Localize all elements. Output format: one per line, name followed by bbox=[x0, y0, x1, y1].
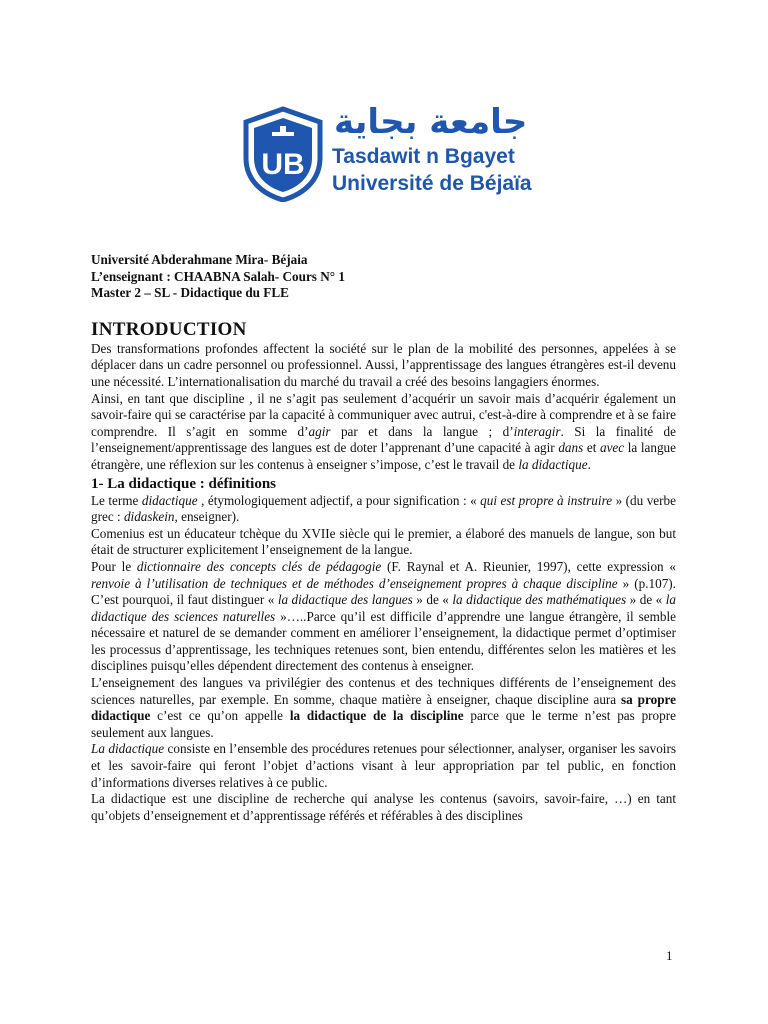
text-run: Le terme bbox=[91, 492, 142, 508]
section-title: 1- La didactique : définitions bbox=[91, 475, 277, 492]
italic-run: didactique bbox=[141, 492, 198, 508]
paragraph-1: Des transformations profondes affectent la société sur le plan de la mobilité des personnes, appelées à se déplacer dans un cadre personnel ou professionnel. Aussi, l’apprentissage des langues étrangères est-il devenu une nécessité. L’internationalisation du marché du travail a créé des besoins langagiers énormes. bbox=[91, 340, 676, 389]
paragraph-6 bbox=[91, 675, 676, 741]
italic-run: avec bbox=[599, 440, 625, 456]
text-run: . bbox=[587, 456, 591, 472]
logo-arabic-name: جامعة بجاية bbox=[334, 102, 528, 142]
text-run: L’enseignement des langues va privilégier des contenus et des techniques différents de l’enseignement des sciences naturelles, par exemple. En somme, chaque matière à enseigner, chaque discipline aura bbox=[91, 675, 676, 707]
italic-run: didaskein bbox=[123, 509, 175, 525]
italic-run: la didactique bbox=[518, 456, 588, 472]
header-university: Université Abderahmane Mira- Béjaia bbox=[91, 252, 308, 267]
document-body bbox=[91, 252, 676, 824]
text-run: »…..Parce qu’il est difficile d’apprendre une langue étrangère, il semble nécessaire et naturel de se demander comment en améliorer l’enseignement, la didactique permet d’optimiser les processus d’apprentissage, les techniques retenues sont, bien entendu, différentes selon les matières et les disciplines puisqu’elles dépendent directement des contenus à enseigner. bbox=[91, 608, 676, 674]
italic-run: La didactique bbox=[91, 741, 165, 757]
paragraph-5 bbox=[91, 559, 676, 675]
text-run: par et dans la langue ; d’ bbox=[330, 423, 514, 439]
bold-run: la didactique de la discipline bbox=[289, 708, 464, 724]
text-run: Ainsi, en tant que discipline , il ne s’agit pas seulement d’acquérir un savoir mais d’acquérir également un savoir-faire qui se caractérise par la capacité à communiquer avec autrui, c'est-à-dire à comprendre et à se faire comprendre. Il s’agit en somme d’ bbox=[91, 390, 676, 439]
text-run: Pour le bbox=[91, 558, 137, 574]
italic-run: agir bbox=[308, 423, 331, 439]
text-run: » de « bbox=[412, 592, 453, 608]
university-emblem-icon bbox=[242, 106, 324, 202]
italic-run: dans bbox=[558, 440, 584, 456]
university-logo bbox=[242, 102, 542, 202]
text-run: » (p.107). C’est pourquoi, il faut distinguer « bbox=[91, 575, 676, 608]
italic-run: renvoie à l’utilisation de techniques et de méthodes d’enseignement propres à chaque discipline bbox=[91, 575, 618, 591]
text-run: » (du verbe grec : bbox=[91, 492, 676, 525]
italic-run: la didactique des mathématiques bbox=[452, 592, 627, 608]
logo-french-name: Université de Béjaïa bbox=[332, 172, 532, 195]
page-number: 1 bbox=[666, 948, 673, 963]
logo-berber-name: Tasdawit n Bgayet bbox=[332, 145, 515, 168]
header-course: Master 2 – SL - Didactique du FLE bbox=[91, 285, 289, 301]
page-title: INTRODUCTION bbox=[91, 318, 247, 340]
paragraph-4: Comenius est un éducateur tchèque du XVIIe siècle qui le premier, a élaboré des manuels de langue, son but était de structurer explicitement l’enseignement de la langue. bbox=[91, 525, 676, 558]
text-run: consiste en l’ensemble des procédures retenues pour sélectionner, analyser, organiser les savoirs et les savoir-faire qui feront l’objet d’actions visant à leur appropriation par tel public, en fonction d’informations diverses relatives à ce public. bbox=[91, 741, 676, 790]
paragraph-8: La didactique est une discipline de recherche qui analyse les contenus (savoirs, savoir-faire, …) en tant qu’objets d’enseignement et d’apprentissage référés et référables à des disciplines bbox=[91, 791, 676, 823]
text-run: » de « bbox=[626, 592, 666, 608]
text-run: , enseigner). bbox=[174, 509, 240, 525]
paragraph-2 bbox=[91, 391, 676, 474]
svg-text:UB: UB bbox=[261, 148, 305, 181]
italic-run: qui est propre à instruire bbox=[480, 492, 613, 508]
paragraph-7 bbox=[91, 741, 676, 791]
italic-run: la didactique des langues bbox=[277, 592, 413, 608]
italic-run: la didactique des sciences naturelles bbox=[91, 592, 677, 624]
text-run: parce que le terme n’est pas propre seulement aux langues. bbox=[91, 708, 676, 740]
italic-run: dictionnaire des concepts clés de pédagogie bbox=[136, 558, 382, 574]
paragraph-3 bbox=[91, 493, 676, 526]
text-run: . Si la finalité de l’enseignement/apprentissage des langues est de doter l’apprenant d’une capacité à agir bbox=[91, 423, 676, 456]
text-run: , étymologiquement adjectif, a pour signification : « bbox=[197, 492, 481, 508]
bold-run: sa propre didactique bbox=[91, 691, 676, 724]
italic-run: interagir bbox=[513, 423, 561, 439]
text-run: c’est ce qu’on appelle bbox=[150, 708, 290, 724]
text-run: et bbox=[583, 440, 600, 456]
header-teacher: L’enseignant : CHAABNA Salah- Cours N° 1 bbox=[91, 268, 345, 284]
text-run: la langue étrangère, une réflexion sur les contenus à enseigner s’impose, c’est le travail de bbox=[91, 440, 677, 472]
text-run: (F. Raynal et A. Rieunier, 1997), cette expression « bbox=[381, 558, 676, 574]
